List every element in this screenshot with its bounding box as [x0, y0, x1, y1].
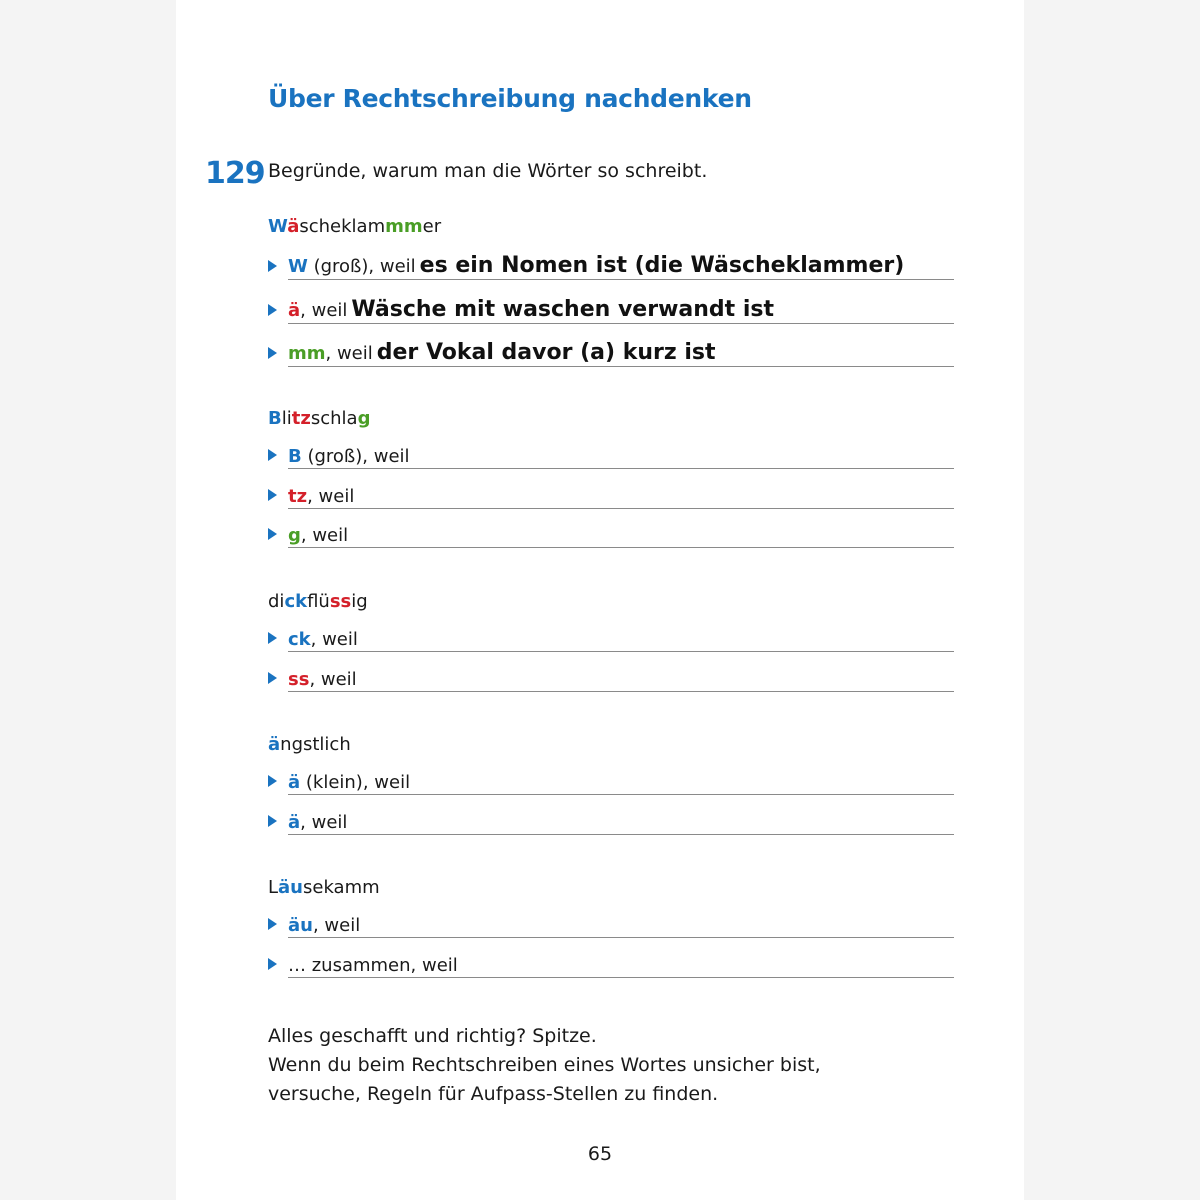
- prompt-text: [288, 253, 904, 278]
- answer-line[interactable]: [268, 335, 954, 367]
- prompt-text: [288, 297, 774, 322]
- word-text: sekamm: [303, 877, 380, 898]
- word-laeusekamm: [268, 877, 380, 898]
- writing-rule: [288, 691, 954, 692]
- closing-line-2: Wenn du beim Rechtschreiben eines Wortes unsicher bist,: [268, 1054, 821, 1076]
- handwritten-answer: der Vokal davor (a) kurz ist: [376, 340, 716, 365]
- closing-note: [268, 1022, 821, 1109]
- prompt-highlight: ck: [288, 629, 311, 650]
- prompt-highlight: äu: [288, 915, 313, 936]
- word-text: ig: [351, 591, 368, 612]
- writing-rule: [288, 468, 954, 469]
- answer-line[interactable]: [268, 516, 954, 548]
- page-number: 65: [587, 1143, 613, 1165]
- word-highlight: B: [268, 408, 282, 429]
- prompt-text: , weil: [325, 343, 373, 364]
- prompt-text: … zusammen, weil: [288, 955, 458, 976]
- writing-rule: [288, 508, 954, 509]
- prompt-text: [288, 812, 347, 833]
- word-text: scheklam: [299, 216, 386, 237]
- bullet-triangle-icon: [268, 260, 277, 272]
- word-highlight: ä: [287, 216, 300, 237]
- word-aengstlich: [268, 734, 351, 755]
- answer-line[interactable]: [268, 906, 954, 938]
- bullet-triangle-icon: [268, 672, 277, 684]
- word-highlight: W: [268, 216, 288, 237]
- prompt-text: [288, 955, 458, 976]
- word-text: flü: [307, 591, 330, 612]
- word-blitzschlag: [268, 408, 370, 429]
- answer-line[interactable]: [268, 763, 954, 795]
- answer-line[interactable]: [268, 660, 954, 692]
- answer-line[interactable]: [268, 803, 954, 835]
- prompt-text: , weil: [309, 669, 357, 690]
- writing-rule: [288, 794, 954, 795]
- prompt-text: [288, 772, 410, 793]
- writing-rule: [288, 834, 954, 835]
- answer-line[interactable]: [268, 248, 954, 280]
- prompt-text: [288, 669, 357, 690]
- task-number: 129: [205, 156, 265, 191]
- bullet-triangle-icon: [268, 918, 277, 930]
- prompt-text: (groß), weil: [301, 446, 410, 467]
- word-text: schla: [310, 408, 358, 429]
- prompt-text: , weil: [300, 812, 348, 833]
- writing-rule: [288, 547, 954, 548]
- bullet-triangle-icon: [268, 304, 277, 316]
- writing-rule: [288, 651, 954, 652]
- prompt-text: [288, 915, 360, 936]
- writing-rule: [288, 323, 954, 324]
- bullet-triangle-icon: [268, 958, 277, 970]
- prompt-text: [288, 340, 716, 365]
- bullet-triangle-icon: [268, 528, 277, 540]
- closing-line-3: versuche, Regeln für Aufpass-Stellen zu finden.: [268, 1083, 719, 1105]
- task-instruction: Begründe, warum man die Wörter so schreibt.: [268, 160, 708, 182]
- bullet-triangle-icon: [268, 815, 277, 827]
- word-highlight: mm: [385, 216, 423, 237]
- word-text: di: [268, 591, 285, 612]
- answer-line[interactable]: [268, 620, 954, 652]
- prompt-highlight: ss: [288, 669, 310, 690]
- writing-rule: [288, 977, 954, 978]
- bullet-triangle-icon: [268, 775, 277, 787]
- prompt-text: [288, 486, 354, 507]
- word-highlight: ä: [268, 734, 281, 755]
- prompt-text: , weil: [307, 486, 355, 507]
- writing-rule: [288, 279, 954, 280]
- prompt-text: , weil: [312, 915, 361, 936]
- word-highlight: g: [357, 408, 371, 429]
- prompt-text: , weil: [310, 629, 358, 650]
- word-text: ngstlich: [280, 734, 351, 755]
- closing-line-1: Alles geschafft und richtig? Spitze.: [268, 1025, 597, 1047]
- writing-rule: [288, 366, 954, 367]
- word-waescheklammer: [268, 216, 441, 237]
- word-text: L: [268, 877, 279, 898]
- word-highlight: äu: [278, 877, 303, 898]
- answer-line[interactable]: [268, 292, 954, 324]
- prompt-highlight: g: [288, 525, 301, 546]
- word-text: li: [281, 408, 292, 429]
- prompt-highlight: ä: [288, 772, 301, 793]
- prompt-highlight: mm: [288, 343, 326, 364]
- answer-line[interactable]: [268, 437, 954, 469]
- word-highlight: ss: [329, 591, 352, 612]
- word-highlight: ck: [284, 591, 308, 612]
- page-title: Über Rechtschreibung nachdenken: [268, 84, 752, 113]
- prompt-text: [288, 446, 410, 467]
- prompt-text: (klein), weil: [300, 772, 411, 793]
- bullet-triangle-icon: [268, 347, 277, 359]
- writing-rule: [288, 937, 954, 938]
- word-text: er: [422, 216, 442, 237]
- prompt-highlight: tz: [288, 486, 308, 507]
- word-dickfluessig: [268, 591, 368, 612]
- bullet-triangle-icon: [268, 449, 277, 461]
- prompt-highlight: W: [288, 256, 308, 277]
- bullet-triangle-icon: [268, 489, 277, 501]
- prompt-highlight: B: [288, 446, 302, 467]
- word-highlight: tz: [291, 408, 311, 429]
- prompt-highlight: ä: [288, 812, 301, 833]
- answer-line[interactable]: [268, 946, 954, 978]
- prompt-text: , weil: [300, 525, 349, 546]
- handwritten-answer: Wäsche mit waschen verwandt ist: [351, 297, 774, 322]
- prompt-highlight: ä: [288, 300, 301, 321]
- bullet-triangle-icon: [268, 632, 277, 644]
- prompt-text: , weil: [300, 300, 348, 321]
- prompt-text: [288, 525, 348, 546]
- handwritten-answer: es ein Nomen ist (die Wäscheklammer): [419, 253, 905, 278]
- prompt-text: [288, 629, 358, 650]
- answer-line[interactable]: [268, 477, 954, 509]
- prompt-text: (groß), weil: [307, 256, 416, 277]
